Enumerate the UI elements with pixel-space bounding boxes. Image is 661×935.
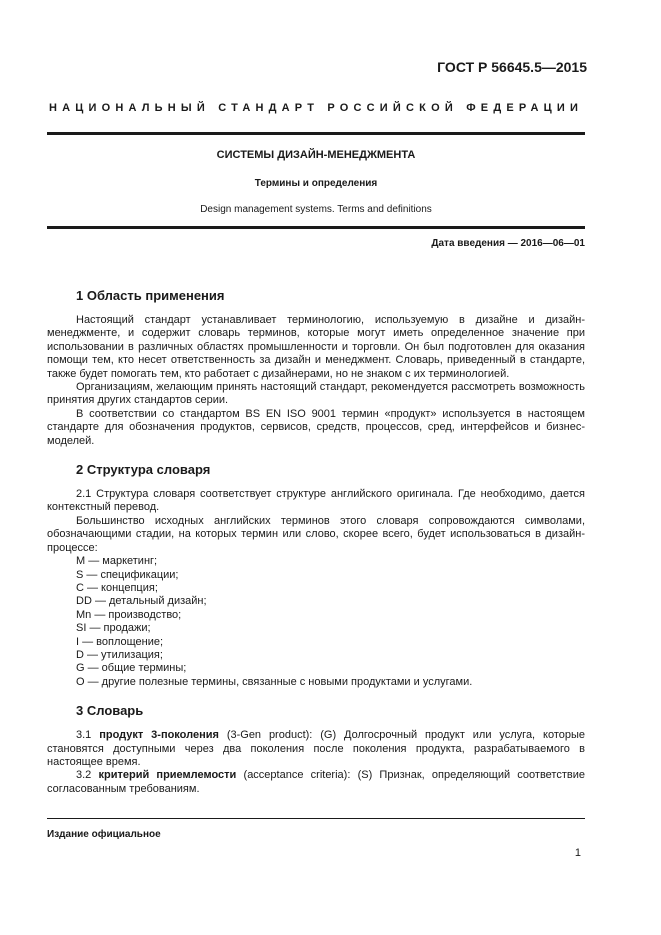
stage-symbol-list: [47, 555, 585, 689]
edition-label: Издание официальное: [47, 829, 161, 840]
list-item: SI — продажи;: [76, 622, 151, 635]
top-divider: [47, 132, 585, 135]
list-item: С — концепция;: [76, 581, 158, 594]
section-2-heading: 2 Структура словаря: [76, 462, 211, 478]
document-code: ГОСТ Р 56645.5—2015: [437, 59, 587, 75]
term-number: 3.1: [76, 729, 92, 742]
list-item: D — утилизация;: [76, 648, 163, 661]
list-item: G — общие термины;: [76, 662, 187, 675]
term-number: 3.2: [76, 769, 92, 782]
document-title: СИСТЕМЫ ДИЗАЙН-МЕНЕДЖМЕНТА: [216, 149, 416, 161]
section-1-heading: 1 Область применения: [76, 288, 225, 303]
list-item: S — спецификации;: [76, 568, 179, 581]
page-number: 1: [574, 847, 581, 859]
list-item: I — воплощение;: [76, 635, 164, 648]
section-2-paragraph: 2.1 Структура словаря соответствует структуре английского оригинала. Где необходимо, дается контекстный перевод.: [47, 488, 585, 514]
term-name: критерий приемлемости: [98, 769, 237, 782]
english-title: Design management systems. Terms and definitions: [200, 204, 432, 215]
term-name: продукт 3-поколения: [99, 729, 219, 742]
list-item: М — маркетинг;: [76, 555, 158, 568]
term-definition: (acceptance criteria): (S) Признак, определяющий соответствие согласованным требованиям.: [47, 769, 585, 795]
national-standard-banner: НАЦИОНАЛЬНЫЙ СТАНДАРТ РОССИЙСКОЙ ФЕДЕРАЦИИ: [48, 102, 584, 114]
section-1-paragraph: Настоящий стандарт устанавливает терминологию, используемую в дизайне и дизайн-менеджменте, и содержит словарь терминов, которые могут иметь определенное значение при использовании в различных областях промышленности и торговли. Он был подготовлен для оказания помощи тем, кто несет ответственность за дизайн и менеджмент. Словарь, приведенный в стандарте, также будет помогать тем, кто работает с дизайнерами, но не знаком с их терминологией.: [47, 314, 585, 380]
term-definition: (3-Gen product): (G) Долгосрочный продукт или услуга, которые становятся доступными через два поколения после поколения продукта, разрабатываемого в настоящее время.: [47, 729, 585, 768]
section-3-heading: 3 Словарь: [76, 703, 144, 719]
section-2-paragraph: Большинство исходных английских терминов этого словаря сопровождаются символами, обозначающими стадии, на которых термин или слово, скорее всего, будет использоваться в дизайн-процессе:: [47, 514, 585, 554]
list-item: Mn — производство;: [76, 608, 182, 621]
title-divider: [47, 226, 585, 229]
term-entry: [47, 769, 585, 796]
list-item: О — другие полезные термины, связанные с новыми продуктами и услугами.: [76, 675, 473, 688]
main-content: [47, 288, 585, 796]
term-entry: [47, 729, 585, 769]
footer-divider: [47, 818, 585, 819]
section-1-paragraph: Организациям, желающим принять настоящий стандарт, рекомендуется рассмотреть возможность принятия других стандартов серии.: [47, 381, 585, 407]
document-subtitle: Термины и определения: [254, 178, 378, 189]
section-1-paragraph: В соответствии со стандартом BS EN ISO 9001 термин «продукт» используется в настоящем стандарте для обозначения продуктов, сервисов, средств, процессов, сред, интерфейсов и бизнес-моделей.: [47, 407, 585, 447]
list-item: DD — детальный дизайн;: [76, 595, 207, 608]
introduction-date: Дата введения — 2016—06—01: [431, 238, 585, 249]
